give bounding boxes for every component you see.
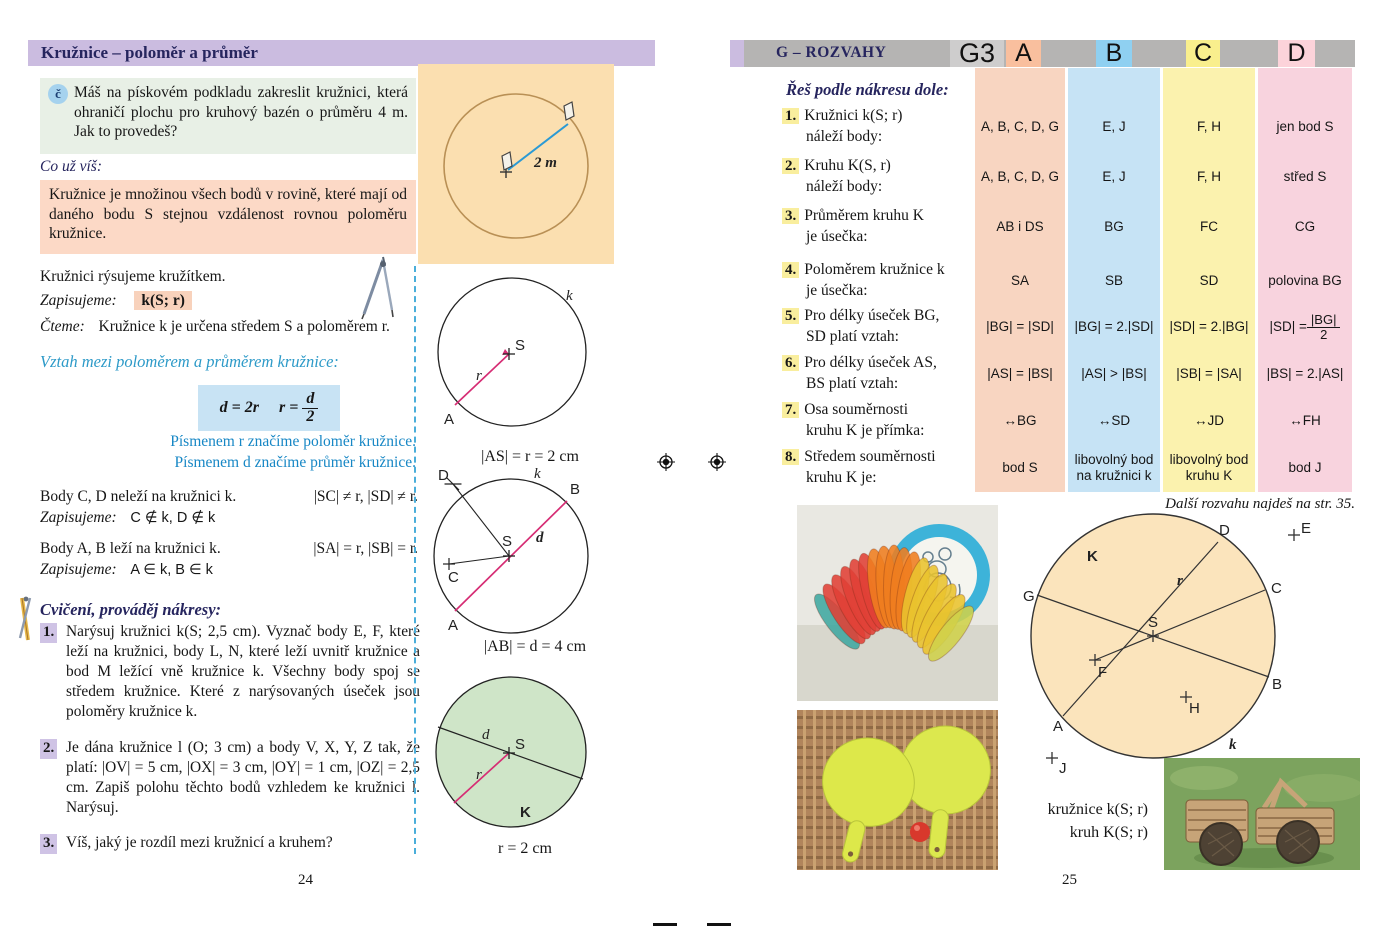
rozvahy-answer-c: |SD| = 2.|BG| [1169,319,1249,335]
note-diameter: Písmenem d značíme průměr kružnice. [174,454,416,471]
rozvahy-answer-b: |BG| = 2.|SD| [1074,319,1154,335]
circle3-diagram [420,663,650,833]
rozvahy-answer-d: ↔FH [1289,413,1321,429]
column-divider [414,266,416,854]
exercise-item: 1. Narýsuj kružnici k(S; 2,5 cm). Vyznač body E, F, které leží na kružnici, body L, N, které leží uvnitř kružnice a bod M ležící vně kružnice k. Všechny body spoj se středem kružnice. Které z narýsovaných úseček jsou poloměry kružnice k. [40,622,420,722]
question-number: 8. [782,449,799,465]
point-label-B: B [1272,676,1283,693]
point-label-S: S [515,736,526,753]
know-label: Co už víš: [40,158,102,175]
rozvahy-question: 7. Osa souměrnosti kruhu K je přímka: [782,400,978,441]
header-purple-tab [730,40,744,67]
rozvahy-answer-c: F, H [1196,119,1221,135]
sand-pool-diagram [418,64,614,264]
print-mark [707,923,731,926]
rozvahy-answer-a: bod S [1002,460,1038,476]
rozvahy-answer-b: libovolný bod na kružnici k [1074,452,1154,483]
compass-note: Kružnici rýsujeme kružítkem. [40,268,226,285]
read-label: Čteme: [40,318,85,335]
photo-table-tennis-paddles [797,710,998,870]
rozvahy-answer-c: SD [1199,273,1219,289]
question-number: 1. [782,108,799,124]
caption-disk: kruh K(S; r) [1069,824,1148,842]
point-label-E: E [1301,520,1312,537]
photo-slinky-toy [797,505,998,701]
formula-diameter: d = 2r [219,399,259,416]
question-number: 6. [782,355,799,371]
print-mark [653,923,677,926]
point-label-A: A [1053,718,1064,735]
instruction: Řeš podle nákresu dole: [786,80,949,99]
point-label-S: S [502,533,513,550]
disk-label-K: K [520,804,531,821]
rozvahy-answer-c: F, H [1196,169,1221,185]
caption-circle: kružnice k(S; r) [1047,801,1148,818]
rozvahy-answer-a: A, B, C, D, G [980,119,1059,135]
rozvahy-answer-b: E, J [1102,169,1126,185]
rozvahy-answer-a: A, B, C, D, G [980,169,1059,185]
circle2-diagram [420,456,650,638]
registration-mark-icon [657,453,675,471]
rozvahy-answer-c: FC [1200,219,1218,235]
rozvahy-question: 2. Kruhu K(S, r) náleží body: [782,156,978,197]
formula-radius [279,391,318,426]
points-cd-math: |SC| ≠ r, |SD| ≠ r. [313,488,418,505]
right-page-number: 25 [1062,872,1077,888]
point-label-S: S [515,337,526,354]
circle1-caption: |AS| = r = 2 cm [481,448,579,465]
circle-disk-captions [1000,798,1148,844]
question-icon: č [48,84,68,104]
point-label-A: A [444,411,455,428]
right-page-title: G – ROZVAHY [776,44,887,61]
points-ab-write-value: A ∈ k, B ∈ k [130,562,213,578]
write-line [40,292,192,310]
relation-heading: Vztah mezi poloměrem a průměrem kružnice: [40,352,339,371]
sand-measure-label: 2 m [534,155,557,171]
circle3-caption: r = 2 cm [498,840,552,857]
rozvahy-answer-b: E, J [1102,119,1126,135]
photo-wooden-log-car [1164,758,1360,870]
rozvahy-question: 4. Poloměrem kružnice k je úsečka: [782,260,978,301]
points-ab-math: |SA| = r, |SB| = r. [313,540,418,557]
point-label-J: J [1059,760,1067,777]
question-number: 5. [782,308,799,324]
column-letter-d: D [1278,40,1315,67]
radius-label: r [476,767,482,783]
formula-box [198,385,340,431]
ball [910,822,930,842]
note-radius: Písmenem r značíme poloměr kružnice. [170,433,416,450]
rozvahy-question: 5. Pro délky úseček BG, SD platí vztah: [782,306,978,347]
left-page-header: Kružnice – poloměr a průměr [28,40,655,66]
exercise-number: 1. [40,623,57,643]
question-number: 2. [782,158,799,174]
points-ab-text: Body A, B leží na kružnici k. [40,540,221,557]
circle-label-k: k [566,288,573,304]
question-number: 4. [782,262,799,278]
rozvahy-answer-b: |AS| > |BS| [1081,366,1147,382]
write-value: k(S; r) [134,291,191,310]
column-letter-c: C [1186,40,1220,67]
point-label-S: S [1148,614,1159,631]
disk-label-K: K [1087,548,1098,565]
rozvahy-answer-d: střed S [1283,169,1327,185]
points-ab-write-label: Zapisujeme: [40,561,117,578]
exercises-heading: Cvičení, prováděj nákresy: [40,600,222,619]
intro-question-box: Máš na pískovém podkladu zakreslit kružnici, která ohraničí plochu pro kruhový bazén o průměru 4 m. Jak to provedeš? [40,78,416,154]
points-cd-write-label: Zapisujeme: [40,509,117,526]
rozvahy-circle-diagram [1005,505,1365,790]
circle-label-k: k [1229,737,1237,753]
column-letter-b: B [1096,40,1132,67]
point-label-C: C [1271,580,1282,597]
registration-mark-icon [708,453,726,471]
radius-label: r [1177,573,1183,589]
point-label-F: F [1098,664,1108,681]
rozvahy-answer-b: BG [1104,219,1124,235]
rozvahy-answer-d: bod J [1288,460,1322,476]
point-label-C: C [448,569,459,586]
points-ab-line [40,540,418,558]
peg-icon [502,152,512,170]
rozvahy-answer-a: |AS| = |BS| [987,366,1053,382]
rozvahy-answer-a: AB i DS [996,219,1044,235]
diameter-label: d [536,530,544,546]
formula-radius-fraction [302,391,318,426]
rozvahy-question: 8. Středem souměrnosti kruhu K je: [782,447,978,488]
rozvahy-answer-a: ↔BG [1003,413,1037,429]
point-label-G: G [1023,588,1035,605]
footnote: Další rozvahu najdeš na str. 35. [1165,496,1355,512]
question-number: 3. [782,208,799,224]
points-cd-text: Body C, D neleží na kružnici k. [40,488,237,505]
point-label-D: D [438,467,449,484]
points-cd-write-value: C ∉ k, D ∉ k [130,510,216,526]
question-number: 7. [782,402,799,418]
exercise-number: 2. [40,739,57,759]
read-line [40,318,390,336]
exercise-number: 3. [40,834,57,854]
point-label-D: D [1219,522,1230,539]
write-label: Zapisujeme: [40,292,117,309]
definition-box: Kružnice je množinou všech bodů v rovině, které mají od daného bodu S stejnou vzdálenost rovnou poloměru kružnice. [40,180,416,254]
rozvahy-question: 6. Pro délky úseček AS, BS platí vztah: [782,353,978,394]
point-label-H: H [1189,700,1200,717]
column-letter-a: A [1006,40,1041,67]
circle-label-k: k [534,466,541,482]
rozvahy-answer-c: ↔JD [1194,413,1224,429]
rozvahy-answer-d: jen bod S [1276,119,1334,135]
fraction-numerator: d [302,391,318,409]
circle2-caption: |AB| = d = 4 cm [483,638,587,655]
exercise-item: 3. Víš, jaký je rozdíl mezi kružnicí a kruhem? [40,833,420,853]
read-value: Kružnice k je určena středem S a poloměrem r. [98,318,390,335]
pencil-compass-icon [14,596,38,642]
rozvahy-question: 3. Průměrem kruhu K je úsečka: [782,206,978,247]
points-cd-write-line [40,509,215,527]
rozvahy-answer-b: SB [1104,273,1123,289]
formula-radius-lhs: r = [279,398,299,416]
diameter-label: d [482,727,490,743]
compass-icon [350,256,406,320]
rozvahy-answer-d: |SD| = $\frac{|BG|}{2}$ [1258,302,1352,352]
circle1-diagram [420,272,645,448]
points-cd-line [40,488,418,506]
left-page-number: 24 [298,872,313,888]
peg-icon [564,102,574,120]
fraction-denominator: 2 [306,407,315,425]
point-label-A: A [448,617,459,634]
rozvahy-question: 1. Kružnici k(S; r) náleží body: [782,106,978,147]
rozvahy-answer-c: |SB| = |SA| [1176,366,1242,382]
rozvahy-answer-a: SA [1010,273,1029,289]
points-ab-write-line [40,561,213,579]
exercise-item: 2. Je dána kružnice l (O; 3 cm) a body V, X, Y, Z tak, že platí: |OV| = 5 cm, |OX| = 3 cm, |OY| = 1 cm, |OZ| = 2,5 cm. Zapiš polohu těchto bodů vzhledem ke kružnici l. Narýsuj. [40,738,420,818]
point-label-B: B [570,481,581,498]
rozvahy-answer-d: |BS| = 2.|AS| [1266,366,1344,382]
rozvahy-answer-c: libovolný bod kruhu K [1169,452,1249,483]
rozvahy-answer-d: polovina BG [1268,273,1342,289]
radius-label: r [476,368,482,384]
section-code: G3 [950,40,1004,67]
rozvahy-answer-d: CG [1294,219,1316,235]
rozvahy-answer-b: ↔SD [1097,413,1131,429]
rozvahy-answer-a: |BG| = |SD| [986,319,1054,335]
